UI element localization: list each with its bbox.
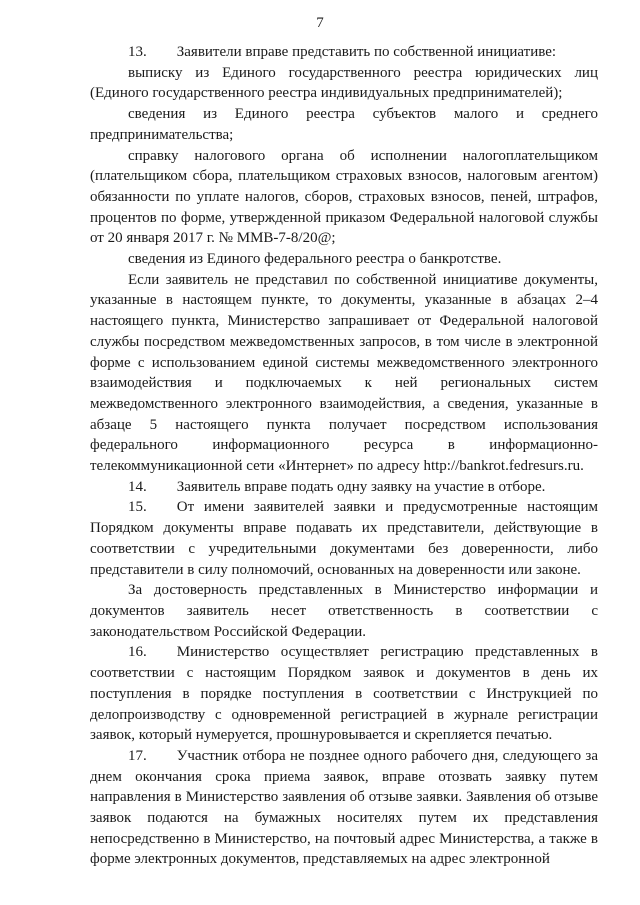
paragraph-interagency: Если заявитель не представил по собственной инициативе документы, указанные в настоящем пункте, то документы, указанные в абзацах 2–4 настоящего пункта, Министерство запрашивает от Федеральной налоговой службы посредством межведомственных запросов, в том числе в электронной форме с использованием единой системы межведомственного электронного взаимодействия и подключаемых к ней региональных систем межведомственного электронного взаимодействия, а сведения, указанные в абзаце 5 настоящего пункта получает посредством использования федерального информационного ресурса в информационно-телекоммуникационной сети «Интернет» по адресу http://bankrot.fedresurs.ru. bbox=[90, 271, 598, 475]
paragraph-msp: сведения из Единого реестра субъектов малого и среднего предпринимательства; bbox=[90, 106, 598, 143]
paragraph-17: 17. Участник отбора не позднее одного рабочего дня, следующего за днем окончания срока приема заявок, вправе отозвать заявку путем направления в Министерство заявления об отзыве заявки. Заявления об отзыве заявок подаются на бумажных носителях путем их представления непосредственно в Министерство, на почтовый адрес Министерства, а также в форме электронных документов, представляемых на адрес электронной bbox=[90, 747, 598, 868]
paragraph-responsibility: За достоверность представленных в Министерство информации и документов заявитель несет ответственность в соответствии с законодательством Российской Федерации. bbox=[90, 582, 598, 640]
paragraph-13: 13. Заявители вправе представить по собственной инициативе: bbox=[128, 44, 557, 60]
paragraph-15: 15. От имени заявителей заявки и предусмотренные настоящим Порядком документы вправе подавать их представители, действующие в соответствии с учредительными документами без доверенности, либо представители в силу полномочий, основанных на доверенности или законе. bbox=[90, 499, 598, 578]
document-body bbox=[90, 42, 598, 870]
paragraph-14: 14. Заявитель вправе подать одну заявку на участие в отборе. bbox=[128, 478, 546, 495]
paragraph-16: 16. Министерство осуществляет регистрацию представленных в соответствии с настоящим Порядком заявок и документов в день их поступления в порядке поступления в соответствии с Инструкцией по делопроизводству с одновременной регистрацией в журнале регистрации заявок, который нумеруется, прошнуровывается и скрепляется печатью. bbox=[90, 644, 598, 744]
paragraph-tax-certificate: справку налогового органа об исполнении налогоплательщиком (плательщиком сбора, плательщиком страховых взносов, налоговым агентом) обязанности по уплате налогов, сборов, страховых взносов, пеней, штрафов, процентов по форме, утвержденной приказом Федеральной налоговой службы от 20 января 2017 г. № ММВ-7-8/20@; bbox=[90, 147, 598, 247]
paragraph-bankruptcy: сведения из Единого федерального реестра о банкротстве. bbox=[128, 251, 502, 268]
paragraph-egrul: выписку из Единого государственного реестра юридических лиц (Единого государственного реестра индивидуальных предпринимателей); bbox=[90, 64, 598, 102]
page-number: 7 bbox=[316, 15, 324, 31]
